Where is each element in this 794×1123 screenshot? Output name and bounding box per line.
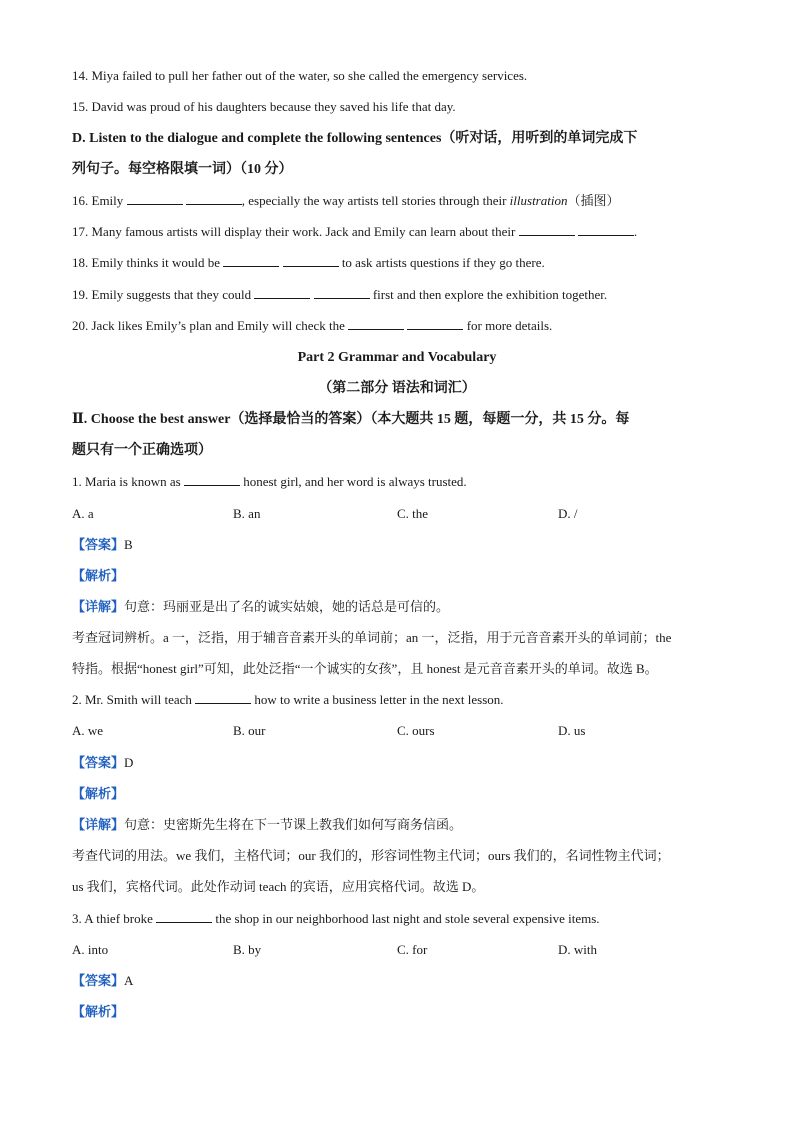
blank-20-2[interactable]: [407, 317, 463, 330]
section-d-heading-line1: D. Listen to the dialogue and complete the following sentences（听对话，用听到的单词完成下: [72, 131, 638, 146]
answer-label: 【答案】: [72, 755, 125, 770]
question-3-analysis: [72, 1003, 722, 1021]
question-2-answer-value: D: [124, 755, 134, 770]
detail-label: 【详解】: [72, 599, 125, 614]
question-2-option-a[interactable]: A. we: [72, 723, 104, 738]
sentence-16: [72, 192, 722, 210]
question-2-option-c[interactable]: C. ours: [397, 723, 435, 738]
blank-20-1[interactable]: [348, 317, 404, 330]
sentence-18-suffix: to ask artists questions if they go there.: [341, 255, 545, 270]
question-2-answer: [72, 754, 722, 772]
question-3-stem: [72, 910, 722, 928]
question-2-option-b[interactable]: B. our: [233, 723, 266, 738]
question-1-explain-line2: 特指。根据“honest girl”可知，此处泛指“一个诚实的女孩”，且 honest 是元音音素开头的单词。故选 B。: [72, 661, 658, 676]
sentence-18: [72, 254, 722, 272]
question-2-analysis: [72, 785, 722, 803]
question-3-option-a[interactable]: A. into: [72, 942, 109, 957]
statement-14: 14. Miya failed to pull her father out of the water, so she called the emergency services.: [72, 68, 528, 83]
sentence-20-suffix: for more details.: [466, 318, 553, 333]
sentence-17: [72, 223, 722, 241]
sentence-20-prefix: 20. Jack likes Emily’s plan and Emily will check the: [72, 318, 345, 333]
sentence-16-suffix: （插图）: [567, 193, 620, 208]
question-2-blank[interactable]: [195, 691, 251, 704]
blank-16-1[interactable]: [127, 192, 183, 205]
question-2-prefix: 2. Mr. Smith will teach: [72, 692, 192, 707]
detail-label: 【详解】: [72, 817, 125, 832]
question-1-prefix: 1. Maria is known as: [72, 474, 181, 489]
part2-heading-line2: 题只有一个正确选项）: [72, 443, 212, 458]
analysis-label: 【解析】: [72, 786, 125, 801]
part2-heading-line1: Ⅱ. Choose the best answer（选择最恰当的答案）（本大题共 15 题，每题一分，共 15 分。每: [72, 412, 630, 427]
question-1-stem: [72, 473, 722, 491]
blank-17-1[interactable]: [519, 223, 575, 236]
question-2-explain-line1: 考查代词的用法。we 我们，主格代词；our 我们的，形容词性物主代词；ours 我们的，名词性物主代词；: [72, 848, 670, 863]
question-1-analysis: [72, 567, 722, 585]
question-3-option-b[interactable]: B. by: [233, 942, 262, 957]
blank-16-2[interactable]: [186, 192, 242, 205]
question-1-option-d[interactable]: D. /: [558, 506, 578, 521]
question-1-detail-text: 句意：玛丽亚是出了名的诚实姑娘，她的话总是可信的。: [124, 599, 450, 614]
question-1-suffix: honest girl, and her word is always trusted.: [243, 474, 467, 489]
blank-17-2[interactable]: [578, 223, 634, 236]
sentence-19: [72, 286, 722, 304]
sentence-16-italic: illustration: [509, 193, 568, 208]
question-1-blank[interactable]: [184, 473, 240, 486]
sentence-17-suffix: .: [633, 224, 638, 239]
blank-18-2[interactable]: [283, 254, 339, 267]
question-1-explain-line1: 考查冠词辨析。a 一，泛指，用于辅音音素开头的单词前；an 一，泛指，用于元音音素开头的单词前；the: [72, 630, 672, 645]
analysis-label: 【解析】: [72, 1004, 125, 1019]
question-1-detail: [72, 598, 722, 616]
statement-15: 15. David was proud of his daughters because they saved his life that day.: [72, 99, 456, 114]
sentence-16-prefix: 16. Emily: [72, 193, 124, 208]
question-2-explain-line2: us 我们，宾格代词。此处作动词 teach 的宾语，应用宾格代词。故选 D。: [72, 879, 485, 894]
answer-label: 【答案】: [72, 973, 125, 988]
question-1-option-a[interactable]: A. a: [72, 506, 94, 521]
section-d-heading-line2: 列句子。每空格限填一词）（10 分）: [72, 162, 293, 177]
sentence-20: [72, 317, 722, 335]
question-1-option-b[interactable]: B. an: [233, 506, 261, 521]
sentence-19-prefix: 19. Emily suggests that they could: [72, 287, 252, 302]
sentence-18-prefix: 18. Emily thinks it would be: [72, 255, 221, 270]
blank-18-1[interactable]: [223, 254, 279, 267]
blank-19-1[interactable]: [254, 286, 310, 299]
question-3-answer-value: A: [124, 973, 134, 988]
question-3-suffix: the shop in our neighborhood last night and stole several expensive items.: [215, 911, 600, 926]
question-2-suffix: how to write a business letter in the next lesson.: [254, 692, 504, 707]
blank-19-2[interactable]: [314, 286, 370, 299]
answer-label: 【答案】: [72, 537, 125, 552]
part2-subtitle: （第二部分 语法和词汇）: [318, 381, 476, 396]
question-2-detail-text: 句意：史密斯先生将在下一节课上教我们如何写商务信函。: [124, 817, 463, 832]
question-2-detail: [72, 816, 722, 834]
question-3-prefix: 3. A thief broke: [72, 911, 153, 926]
analysis-label: 【解析】: [72, 568, 125, 583]
question-3-option-d[interactable]: D. with: [558, 942, 597, 957]
question-3-option-c[interactable]: C. for: [397, 942, 428, 957]
question-3-answer: [72, 972, 722, 990]
sentence-16-middle: , especially the way artists tell stories through their: [241, 193, 507, 208]
sentence-17-prefix: 17. Many famous artists will display their work. Jack and Emily can learn about their: [72, 224, 516, 239]
question-1-answer-value: B: [124, 537, 133, 552]
question-1-answer: [72, 536, 722, 554]
question-1-option-c[interactable]: C. the: [397, 506, 429, 521]
question-3-blank[interactable]: [156, 910, 212, 923]
sentence-19-suffix: first and then explore the exhibition together.: [372, 287, 608, 302]
question-2-option-d[interactable]: D. us: [558, 723, 586, 738]
question-2-stem: [72, 691, 722, 709]
part2-title: Part 2 Grammar and Vocabulary: [297, 350, 497, 365]
